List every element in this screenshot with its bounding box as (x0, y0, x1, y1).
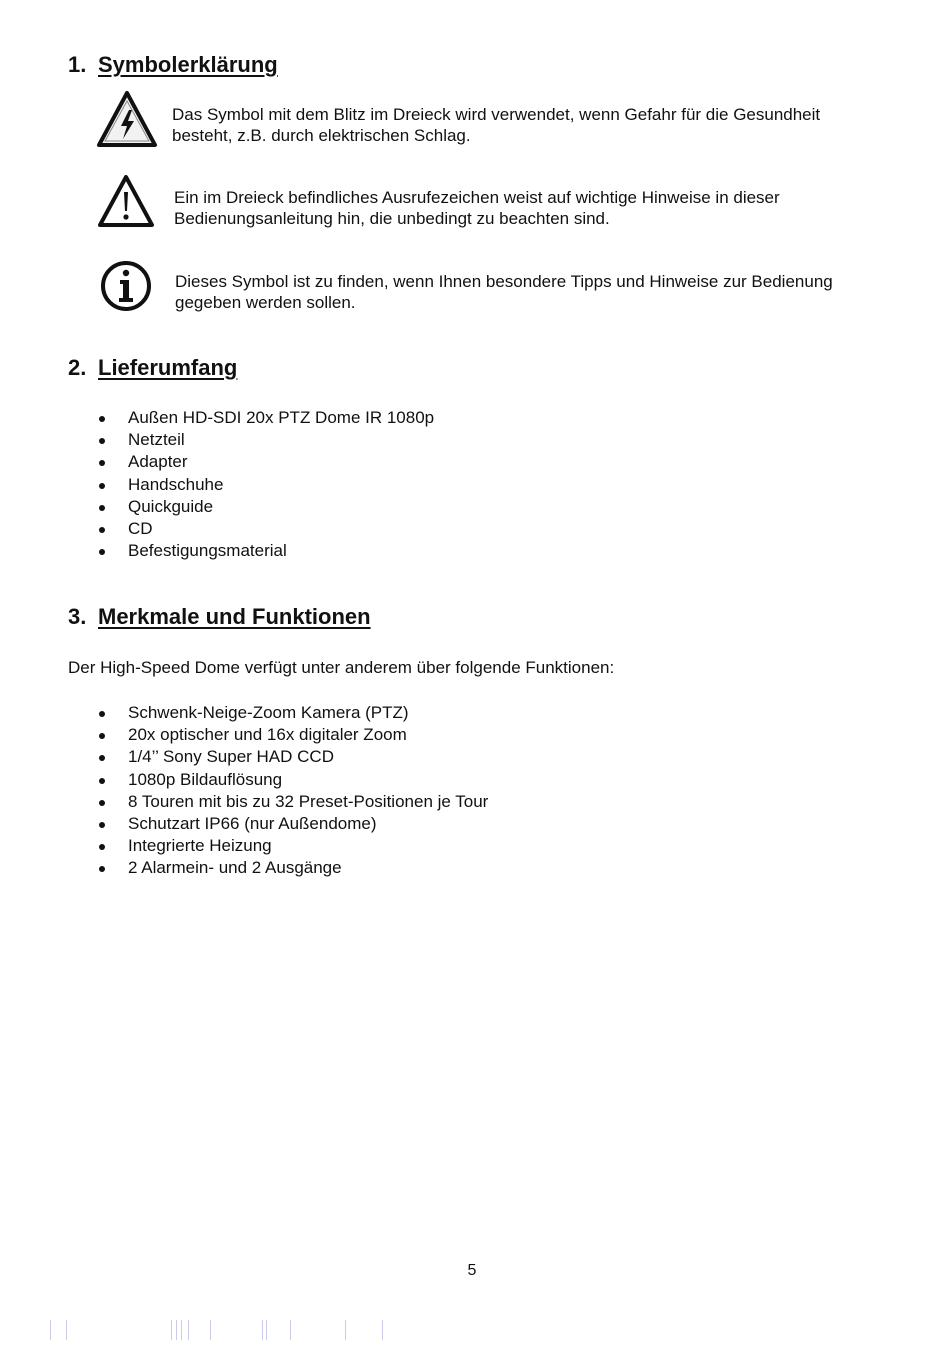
bullet-icon (99, 866, 105, 872)
list-item (96, 451, 434, 473)
section-heading-delivery (68, 355, 237, 381)
bullet-icon (99, 483, 105, 489)
bullet-icon (99, 527, 105, 533)
section-number: 2. (68, 355, 87, 380)
list-item (96, 702, 488, 724)
scan-artifact-marks (40, 1320, 440, 1342)
symbol-description: Das Symbol mit dem Blitz im Dreieck wird verwendet, wenn Gefahr für die Gesundheit besteht, z.B. durch elektrischen Schlag. (172, 105, 821, 145)
symbol-row-exclamation (96, 173, 876, 233)
list-item (96, 769, 488, 791)
list-item-text: Befestigungsmaterial (128, 541, 287, 561)
section-heading-features (68, 604, 371, 630)
list-item (96, 813, 488, 835)
list-item (96, 496, 434, 518)
list-item (96, 724, 488, 746)
list-item-text: Schutzart IP66 (nur Außendome) (128, 813, 377, 833)
features-intro: Der High-Speed Dome verfügt unter anderem über folgende Funktionen: (68, 658, 615, 677)
list-item (96, 407, 434, 429)
delivery-list (96, 407, 434, 562)
list-item (96, 835, 488, 857)
section-heading-symbols (68, 52, 278, 78)
section-number: 1. (68, 52, 87, 77)
page-number: 5 (467, 1262, 477, 1279)
list-item (96, 791, 488, 813)
exclamation-warning-icon (96, 173, 158, 233)
list-item-text: 1080p Bildauflösung (128, 769, 283, 789)
features-list (96, 702, 488, 880)
info-icon (96, 257, 158, 317)
list-item (96, 429, 434, 451)
section-number: 3. (68, 604, 87, 629)
bullet-icon (99, 822, 105, 828)
list-item-text: Handschuhe (128, 474, 224, 494)
bullet-icon (99, 460, 105, 466)
list-item-text: 2 Alarmein- und 2 Ausgänge (128, 858, 342, 878)
bullet-icon (99, 549, 105, 555)
bullet-icon (99, 416, 105, 422)
bullet-icon (99, 711, 105, 717)
bullet-icon (99, 755, 105, 761)
bullet-icon (99, 800, 105, 806)
bullet-icon (99, 505, 105, 511)
list-item-text: Integrierte Heizung (128, 836, 272, 856)
symbol-description: Ein im Dreieck befindliches Ausrufezeichen weist auf wichtige Hinweise in dieser Bedienungsanleitung hin, die unbedingt zu beachten sind. (174, 188, 780, 228)
symbol-row-info (96, 257, 876, 317)
section-title: Merkmale und Funktionen (98, 604, 371, 629)
list-item-text: Adapter (128, 452, 188, 472)
list-item-text: Netzteil (128, 430, 185, 450)
bullet-icon (99, 733, 105, 739)
list-item (96, 518, 434, 540)
bullet-icon (99, 438, 105, 444)
section-title: Symbolerklärung (98, 52, 278, 77)
list-item-text: Außen HD-SDI 20x PTZ Dome IR 1080p (128, 408, 435, 427)
list-item-text: Schwenk-Neige-Zoom Kamera (PTZ) (128, 703, 409, 722)
list-item-text: 20x optischer und 16x digitaler Zoom (128, 725, 407, 745)
list-item-text: CD (128, 518, 153, 538)
section-title: Lieferumfang (98, 355, 238, 380)
symbol-description: Dieses Symbol ist zu finden, wenn Ihnen besondere Tipps und Hinweise zur Bedienung gegeben werden sollen. (175, 272, 833, 312)
lightning-warning-icon (96, 90, 158, 150)
bullet-icon (99, 778, 105, 784)
list-item (96, 474, 434, 496)
list-item-text: Quickguide (128, 496, 214, 516)
bullet-icon (99, 844, 105, 850)
list-item-text: 8 Touren mit bis zu 32 Preset-Positionen je Tour (128, 791, 489, 811)
symbol-row-lightning (96, 90, 876, 150)
list-item (96, 746, 488, 768)
list-item (96, 540, 434, 562)
list-item (96, 857, 488, 879)
list-item-text: 1/4’’ Sony Super HAD CCD (128, 747, 334, 767)
